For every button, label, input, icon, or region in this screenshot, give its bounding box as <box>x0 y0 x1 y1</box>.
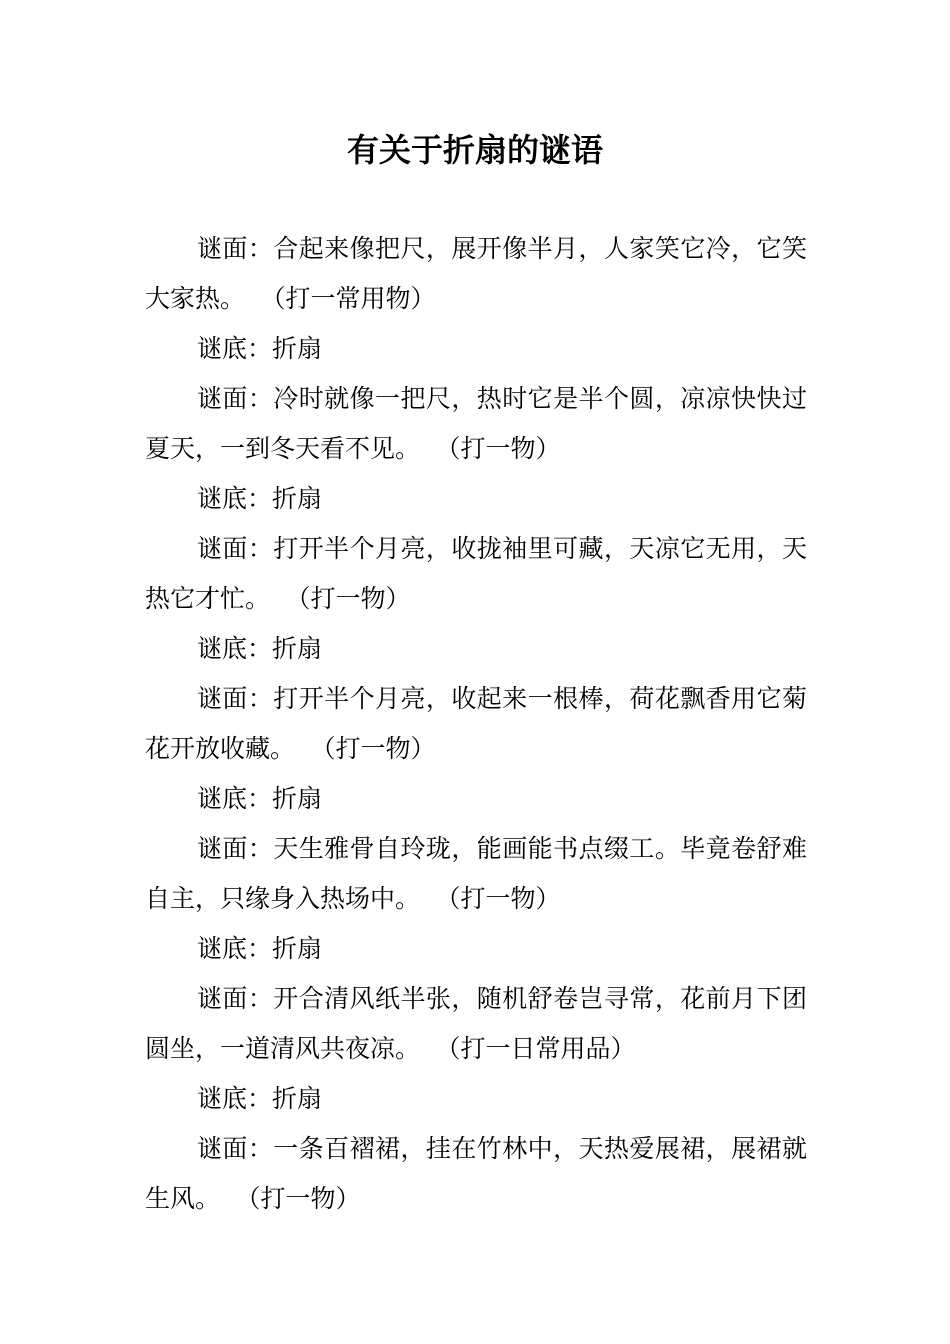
riddle-item <box>145 674 807 824</box>
riddle-question-text: 谜面：开合清风纸半张，随机舒卷岂寻常，花前月下团圆坐，一道清风共夜凉。 <box>145 984 807 1063</box>
riddle-item <box>145 224 807 374</box>
riddle-question <box>145 824 807 924</box>
riddle-hint: （打一物） <box>448 884 561 913</box>
riddle-question-text: 谜面：一条百褶裙，挂在竹林中，天热爱展裙，展裙就生风。 <box>145 1134 807 1213</box>
riddle-item <box>145 524 807 674</box>
riddle-item <box>145 1124 807 1224</box>
riddle-list <box>145 224 807 1224</box>
riddle-hint: （打一物） <box>323 734 436 763</box>
riddle-item <box>145 374 807 524</box>
riddle-question-text: 谜面：天生雅骨自玲珑，能画能书点缀工。毕竟卷舒难自主，只缘身入热场中。 <box>145 834 807 913</box>
riddle-answer: 谜底：折扇 <box>197 784 323 813</box>
riddle-question <box>145 974 807 1074</box>
riddle-answer: 谜底：折扇 <box>197 484 323 513</box>
riddle-question-text: 谜面：打开半个月亮，收起来一根棒，荷花飘香用它菊花开放收藏。 <box>145 684 807 763</box>
riddle-question <box>145 224 807 324</box>
riddle-hint: （打一物） <box>248 1184 361 1213</box>
riddle-hint: （打一物） <box>448 434 561 463</box>
riddle-hint: （打一常用物） <box>273 284 436 313</box>
riddle-answer: 谜底：折扇 <box>197 634 323 663</box>
riddle-answer: 谜底：折扇 <box>197 334 323 363</box>
riddle-hint: （打一物） <box>298 584 411 613</box>
riddle-item <box>145 824 807 974</box>
riddle-item <box>145 974 807 1124</box>
riddle-question-text: 谜面：打开半个月亮，收拢袖里可藏，天凉它无用，天热它才忙。 <box>145 534 807 613</box>
riddle-answer: 谜底：折扇 <box>197 934 323 963</box>
riddle-answer: 谜底：折扇 <box>197 1084 323 1113</box>
riddle-question <box>145 1124 807 1224</box>
riddle-question <box>145 524 807 624</box>
riddle-hint: （打一日常用品） <box>448 1034 636 1063</box>
riddle-question-text: 谜面：冷时就像一把尺，热时它是半个圆，凉凉快快过夏天，一到冬天看不见。 <box>145 384 807 463</box>
page-title: 有关于折扇的谜语 <box>346 131 603 169</box>
riddle-question <box>145 374 807 474</box>
riddle-question <box>145 674 807 774</box>
riddle-question-text: 谜面：合起来像把尺，展开像半月，人家笑它冷，它笑大家热。 <box>145 234 807 313</box>
